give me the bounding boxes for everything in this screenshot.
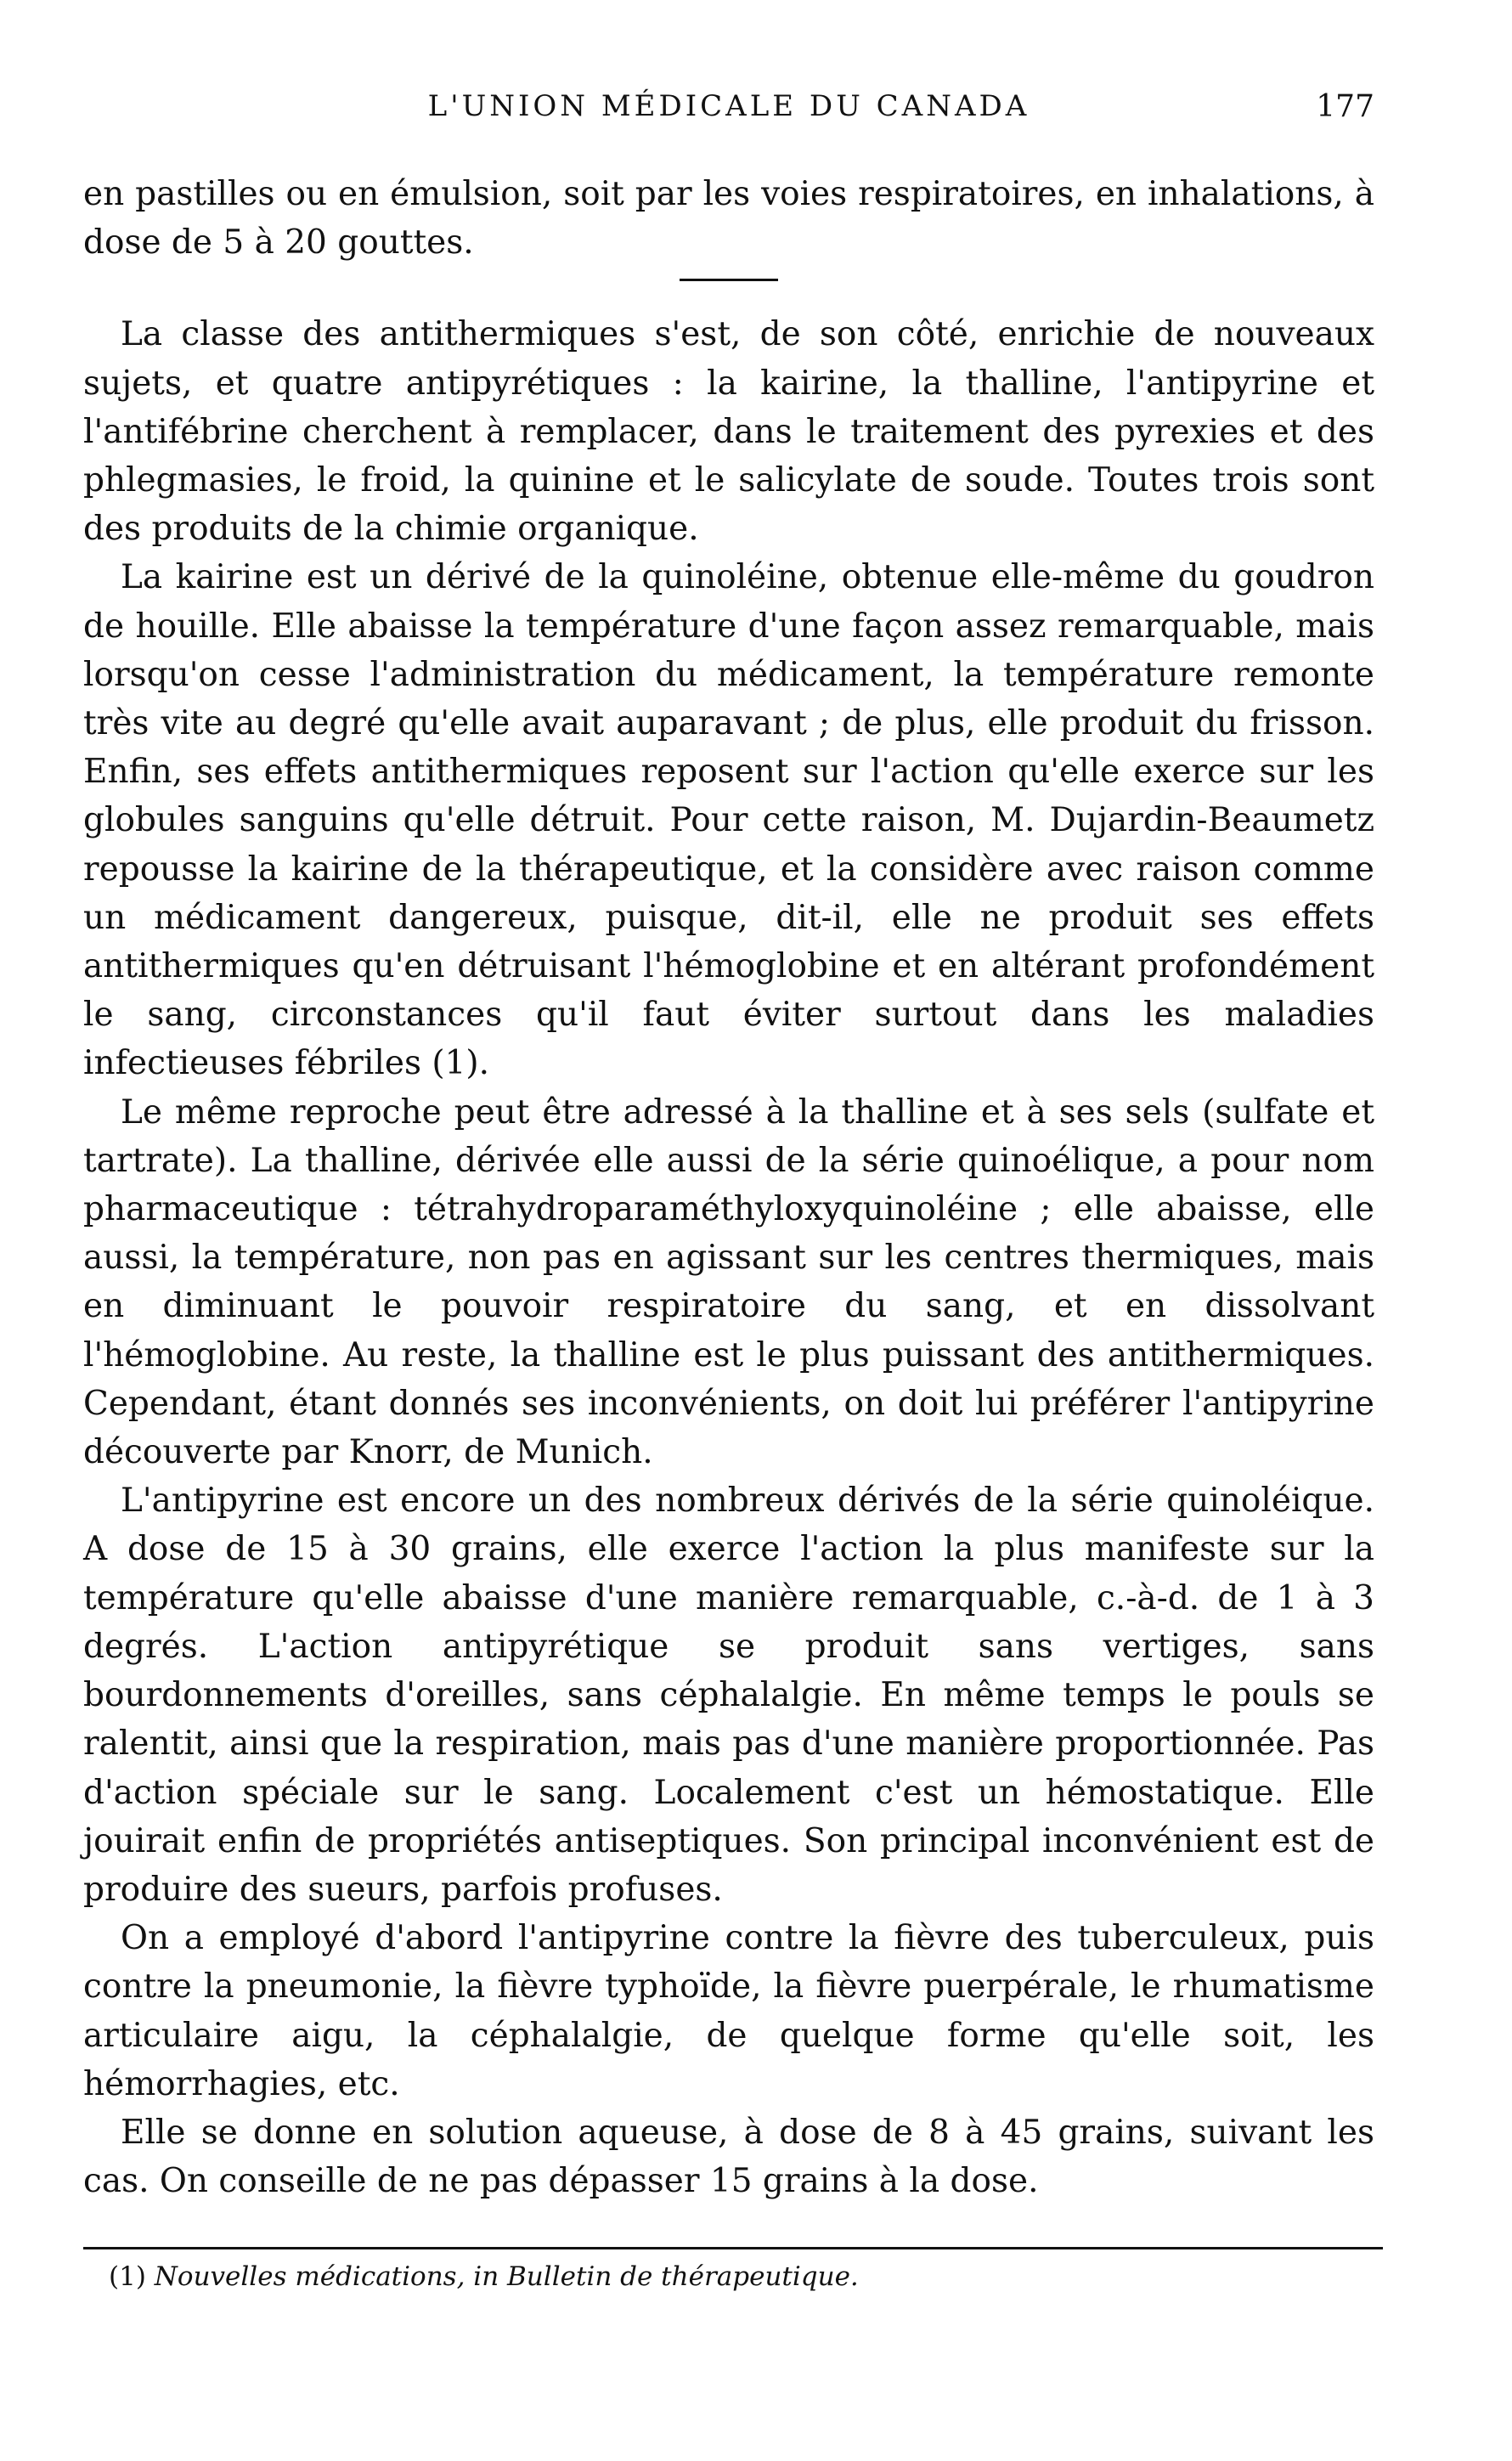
paragraph-6: On a employé d'abord l'antipyrine contre la fièvre des tuberculeux, puis contre la pneumonie, la fièvre typhoïde, la fièvre puerpérale, le rhumatisme articulaire aigu, la céphalalgie, de quelque forme qu'elle soit, les hémorrhagies, etc. bbox=[83, 1919, 1374, 2103]
paragraph-1: en pastilles ou en émulsion, soit par les voies respiratoires, en inhalations, à dose de 5 à 20 gouttes. bbox=[83, 175, 1374, 262]
paragraph-2: La classe des antithermiques s'est, de son côté, enrichie de nouveaux sujets, et quatre antipyrétiques : la kairine, la thalline, l'antipyrine et l'antifébrine cherchent à remplacer, dans le traitement des pyrexies et des phlegmasies, le froid, la quinine et le salicylate de soude. Toutes trois sont des produits de la chimie organique. bbox=[83, 315, 1374, 549]
paragraph-4: Le même reproche peut être adressé à la thalline et à ses sels (sulfate et tartrate). La thalline, dérivée elle aussi de la série quinoélique, a pour nom pharmaceutique : tétrahydroparaméthyloxyquinoléine ; elle abaisse, elle aussi, la température, non pas en agissant sur les centres thermiques, mais en diminuant le pouvoir respiratoire du sang, et en dissolvant l'hémoglobine. Au reste, la thalline est le plus puissant des antithermiques. Cependant, étant donnés ses inconvénients, on doit lui préférer l'antipyrine découverte par Knorr, de Munich. bbox=[83, 1092, 1374, 1472]
section-divider bbox=[680, 279, 778, 281]
running-title: L'UNION MÉDICALE DU CANADA bbox=[427, 89, 1030, 123]
paragraph-7: Elle se donne en solution aqueuse, à dose de 8 à 45 grains, suivant les cas. On conseille de ne pas dépasser 15 grains à la dose. bbox=[83, 2113, 1374, 2201]
footnote-text: Nouvelles médications, in Bulletin de thérapeutique. bbox=[154, 2261, 859, 2292]
footnote bbox=[109, 2260, 1298, 2294]
paragraph-5: L'antipyrine est encore un des nombreux dérivés de la série quinoléique. A dose de 15 à 30 grains, elle exerce l'action la plus manifeste sur la température qu'elle abaisse d'une manière remarquable, c.-à-d. de 1 à 3 degrés. L'action antipyrétique se produit sans vertiges, sans bourdonnements d'oreilles, sans céphalalgie. En même temps le pouls se ralentit, ainsi que la respiration, mais pas d'une manière proportionnée. Pas d'action spéciale sur le sang. Localement c'est un hémostatique. Elle jouirait enfin de propriétés antiseptiques. Son principal inconvénient est de produire des sueurs, parfois profuses. bbox=[83, 1482, 1374, 1909]
page-number: 177 bbox=[1316, 89, 1374, 124]
body-text bbox=[83, 170, 1374, 2205]
paragraph-3: La kairine est un dérivé de la quinoléine, obtenue elle-même du goudron de houille. Elle abaisse la température d'une façon assez remarquable, mais lorsqu'on cesse l'administration du médicament, la température remonte très vite au degré qu'elle avait auparavant ; de plus, elle produit du frisson. Enfin, ses effets antithermiques reposent sur l'action qu'elle exerce sur les globules sanguins qu'elle détruit. Pour cette raison, M. Dujardin-Beaumetz repousse la kairine de la thérapeutique, et la considère avec raison comme un médicament dangereux, puisque, dit-il, elle ne produit ses effets antithermiques qu'en détruisant l'hémoglobine et en altérant profondément le sang, circonstances qu'il faut éviter surtout dans les maladies infectieuses fébriles (1). bbox=[83, 558, 1374, 1083]
page-header bbox=[83, 89, 1374, 140]
footnote-marker: (1) bbox=[109, 2261, 146, 2292]
footnote-rule bbox=[83, 2247, 1383, 2249]
